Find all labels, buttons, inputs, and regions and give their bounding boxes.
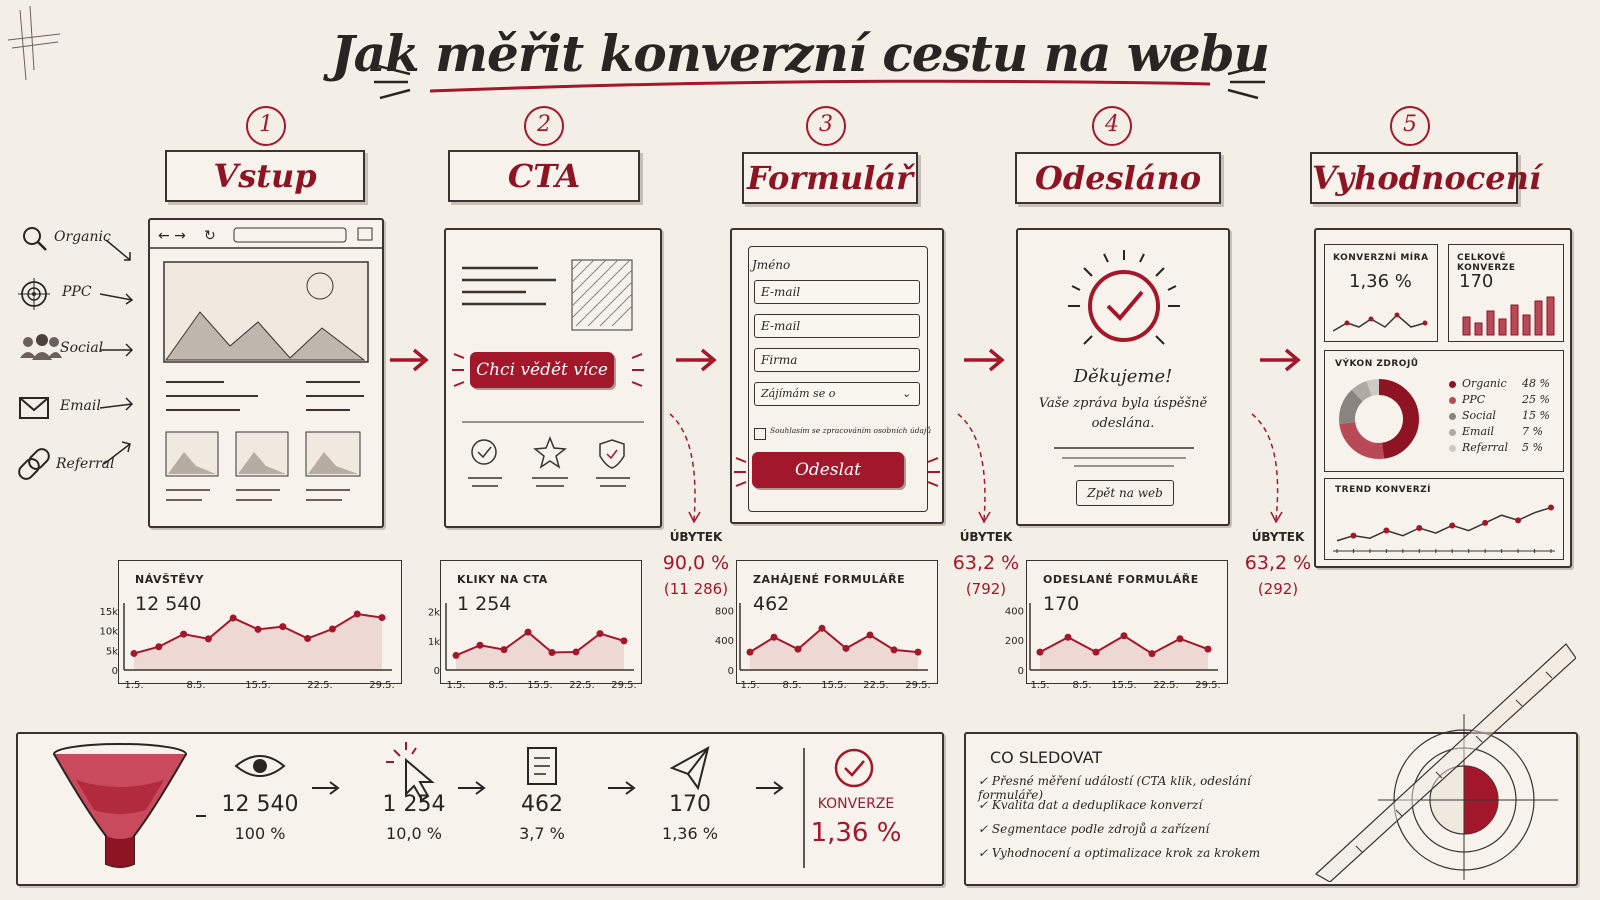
funnel-step-4-value: 170 [669,792,711,817]
legend-swatch [1449,381,1456,388]
data-point [549,649,556,656]
chart-cta-clicks-plot [406,595,646,705]
users-icon [20,334,62,360]
y-tick-label: 1k [427,636,440,648]
form-field-company[interactable]: Firma [754,348,920,372]
dropoff-2-count: (792) [965,580,1007,598]
submit-emphasis [732,450,942,494]
donut-slice-referral [1369,387,1379,389]
funnel-step-3-percent: 3,7 % [519,824,565,843]
track-item-text: Přesné měření událostí (CTA klik, odeslání formuláře) [978,774,1251,802]
step-2-number: 2 [524,106,564,146]
series-line [1337,508,1551,541]
donut-slice-social [1347,396,1357,423]
source-label-organic: Organic [54,229,111,245]
address-bar [234,228,346,242]
track-item [978,774,1308,802]
legend-label: Referral [1462,441,1508,454]
legend-label: PPC [1462,393,1486,406]
form-field-label-name: Jméno [752,258,791,272]
y-tick-label: 400 [714,636,734,648]
data-point [279,623,286,630]
chart-visits-plot [84,595,404,705]
y-tick-label: 0 [433,666,440,677]
data-point [180,631,187,638]
kpi-total-conversions-card [1448,244,1564,342]
conversion-trend-title: TREND KONVERZÍ [1335,485,1432,495]
data-point [477,642,484,649]
source-label-ppc: PPC [62,284,92,300]
data-point [379,614,386,621]
donut-slice-ppc [1347,423,1383,451]
checkmark-icon: ✓ [978,798,992,812]
x-tick-label: 29.5. [611,680,637,691]
form-field-email-2[interactable]: E-mail [754,314,920,338]
source-donut-chart [1333,375,1433,467]
data-point [819,625,826,632]
data-point [1482,520,1488,526]
series-area [1040,636,1208,670]
kpi-total-conversions-label: CELKOVÉ KONVERZE [1457,253,1516,273]
reload-icon: ↻ [204,228,216,244]
form-field-email[interactable]: E-mail [754,280,920,304]
dropoff-1 [658,530,734,598]
conversion-trend-chart [1329,497,1559,555]
donut-slice-email [1357,389,1369,396]
x-tick-label: 1.5. [1030,680,1050,691]
thank-you-line-1: Vaše zpráva byla úspěšně [1038,396,1208,411]
legend-item-referral [1449,441,1557,457]
funnel-step-4-percent: 1,36 % [662,824,718,843]
paper-plane-icon [672,748,708,788]
kpi-bars [1455,293,1559,337]
x-tick-label: 8.5. [1072,680,1092,691]
what-to-track-list [978,774,1308,870]
data-point [329,626,336,633]
track-item [978,798,1308,822]
dropoff-1-count: (11 286) [663,580,729,598]
check-circle-icon [472,440,496,464]
legend-item-social [1449,409,1557,425]
legend-label: Social [1462,409,1496,422]
chart-cta-clicks-title: KLIKY NA CTA [457,573,548,586]
x-tick-label: 29.5. [369,680,395,691]
x-tick-label: 8.5. [186,680,206,691]
step-4-title: Odesláno [1015,152,1221,204]
funnel-step-2-percent: 10,0 % [386,824,442,843]
x-tick-label: 29.5. [1195,680,1221,691]
data-point [1177,635,1184,642]
step-1-number: 1 [246,106,286,146]
form-select-interest[interactable] [754,382,920,406]
divider-lines [1018,444,1228,474]
kpi-conversion-rate-card [1324,244,1438,342]
conversion-trend-card [1324,478,1564,560]
title-decoration [370,56,1270,106]
data-point [525,629,532,636]
step-4-number: 4 [1092,106,1132,146]
y-tick-label: 15k [99,606,118,618]
data-point [747,649,754,656]
evaluation-dashboard [1314,228,1572,568]
data-point [1350,533,1356,539]
legend-swatch [1449,397,1456,404]
legend-item-organic [1449,377,1557,393]
dropoff-3 [1240,530,1316,598]
source-performance-card [1324,350,1564,472]
link-icon [18,446,52,481]
menu-icon [358,228,372,240]
x-tick-label: 22.5. [569,680,595,691]
dropoff-arrow [670,414,695,520]
thank-you-heading: Děkujeme! [1073,366,1173,387]
y-tick-label: 2k [427,607,440,619]
chart-forms-sent-total: 170 [1043,593,1080,615]
x-tick-label: 22.5. [863,680,889,691]
x-tick-label: 22.5. [307,680,333,691]
target-ruler-illustration [1296,624,1576,882]
data-point [1449,522,1455,528]
shield-check-icon [600,440,624,468]
chart-visits-title: NÁVŠTĚVY [135,573,204,586]
star-icon [535,438,565,467]
track-item-text: Vyhodnocení a optimalizace krok za krokem [991,846,1261,860]
funnel-step-2-value: 1 254 [382,792,446,817]
chart-form-starts-total: 462 [753,593,790,615]
data-point [1149,650,1156,657]
funnel-step-1-value: 12 540 [221,792,299,817]
legend-value: 5 % [1522,441,1543,454]
legend-item-ppc [1449,393,1557,409]
conversion-check-icon [836,750,872,786]
dropoff-arrow [958,414,985,520]
checkmark-icon: ✓ [978,774,992,788]
dropoff-arrow [1252,414,1278,520]
data-point [205,635,212,642]
placeholder-image [572,260,632,330]
funnel-step-3-value: 462 [521,792,563,817]
kpi-sparkline [1329,301,1433,337]
x-tick-label: 1.5. [124,680,144,691]
data-point [915,649,922,656]
data-point [621,637,628,644]
data-point [1037,649,1044,656]
legend-value: 48 % [1522,377,1550,390]
series-area [456,632,624,670]
step-2-title: CTA [448,150,640,202]
data-point [304,635,311,642]
legend-swatch [1449,413,1456,420]
donut-slice-organic [1379,387,1411,451]
funnel-icons-and-arrows [18,734,942,884]
kpi-conversion-rate-value: 1,36 % [1349,271,1412,292]
data-point [1515,517,1521,523]
form-page-wireframe [730,228,944,524]
data-point [1093,649,1100,656]
back-to-web-button[interactable]: Zpět na web [1076,480,1174,506]
y-tick-label: 0 [727,666,734,677]
chart-cta-clicks-total: 1 254 [457,593,512,615]
chart-form-starts-plot [700,595,940,705]
legend-item-email [1449,425,1557,441]
landing-page-wireframe [148,218,384,528]
page-title: Jak měřit konverzní cestu na webu [331,24,1269,83]
data-point [573,648,580,655]
data-point [1548,505,1554,511]
chevron-down-icon: ⌄ [901,387,911,400]
checkmark-icon: ✓ [978,822,992,836]
kpi-conversion-rate-label: KONVERZNÍ MÍRA [1333,253,1429,263]
data-point [354,611,361,618]
step-3-title: Formulář [742,152,918,204]
x-tick-label: 29.5. [905,680,931,691]
x-tick-label: 15.5. [1111,680,1137,691]
source-label-email: Email [60,398,101,414]
data-point [891,646,898,653]
arrow-right-icon [676,350,714,370]
funnel-summary-panel [16,732,944,886]
track-item-text: Kvalita dat a deduplikace konverzí [991,798,1203,812]
data-point [771,634,778,641]
data-point [1065,634,1072,641]
legend-value: 7 % [1522,425,1543,438]
arrow-right-icon [1260,350,1298,370]
cta-page-wireframe [444,228,662,528]
dropoff-3-percent: 63,2 % [1244,552,1312,574]
x-tick-label: 8.5. [782,680,802,691]
arrow-right-icon [964,350,1002,370]
dropoff-2 [948,530,1024,598]
y-tick-label: 0 [111,666,118,677]
source-performance-title: VÝKON ZDROJŮ [1335,359,1419,369]
target-icon [18,278,50,310]
step-3-number: 3 [806,106,846,146]
dropoff-3-label: ÚBYTEK [1251,530,1305,544]
dropoff-1-label: ÚBYTEK [669,530,723,544]
arrow-right-icon [390,350,426,370]
x-tick-label: 1.5. [740,680,760,691]
chart-visits-total: 12 540 [135,593,202,615]
y-tick-label: 200 [1004,636,1024,648]
data-point [1121,632,1128,639]
data-point [843,645,850,652]
y-tick-label: 400 [1004,606,1024,618]
step-5-title: Vyhodnocení [1310,152,1518,204]
conversion-label: KONVERZE [817,796,895,812]
what-to-track-title: CO SLEDOVAT [990,748,1103,767]
data-point [155,643,162,650]
y-tick-label: 10k [99,626,118,638]
legend-swatch [1449,445,1456,452]
x-tick-label: 22.5. [1153,680,1179,691]
data-point [597,630,604,637]
dropoff-2-label: ÚBYTEK [959,530,1013,544]
browser-sketch [150,220,382,526]
thank-you-page-wireframe [1016,228,1230,526]
data-point [131,650,138,657]
source-legend [1449,377,1557,457]
legend-label: Email [1462,425,1495,438]
cta-button[interactable]: Chci vědět více [470,352,614,388]
x-tick-label: 8.5. [488,680,508,691]
search-icon [24,228,46,250]
step-1-title: Vstup [165,150,365,202]
form-document-icon [528,748,556,784]
conversion-value: 1,36 % [810,818,902,848]
y-tick-label: 0 [1017,666,1024,677]
chart-forms-sent-title: ODESLANÉ FORMULÁŘE [1043,573,1199,586]
data-point [501,646,508,653]
data-point [1383,528,1389,534]
success-check-icon [1018,230,1228,360]
data-point [255,626,262,633]
chart-form-starts-title: ZAHÁJENÉ FORMULÁŘE [753,573,906,586]
consent-label: Souhlasím se zpracováním osobních údajů [770,426,932,435]
legend-label: Organic [1462,377,1507,390]
data-point [1205,646,1212,653]
source-label-referral: Referral [56,456,115,472]
y-tick-label: 5k [105,646,118,658]
data-point [1416,525,1422,531]
data-point [795,646,802,653]
chart-forms-sent-plot [990,595,1230,705]
dropoff-3-count: (292) [1257,580,1299,598]
eye-icon [236,756,284,776]
x-tick-label: 15.5. [527,680,553,691]
legend-value: 15 % [1522,409,1550,422]
envelope-icon [20,398,48,418]
form-select-value: Zájímám se o [761,387,836,400]
dropoff-2-percent: 63,2 % [952,552,1020,574]
checkmark-icon: ✓ [978,846,992,860]
x-tick-label: 15.5. [821,680,847,691]
x-tick-label: 1.5. [446,680,466,691]
data-point [453,652,460,659]
funnel-step-1-percent: 100 % [234,824,286,843]
track-item [978,822,1308,846]
thank-you-line-2: odeslána. [1091,416,1155,431]
legend-swatch [1449,429,1456,436]
what-to-track-panel [964,732,1578,886]
y-tick-label: 800 [714,606,734,618]
submit-button[interactable]: Odeslat [752,452,904,488]
dropoff-1-percent: 90,0 % [662,552,730,574]
data-point [867,632,874,639]
step-5-number: 5 [1390,106,1430,146]
x-tick-label: 15.5. [245,680,271,691]
source-label-social: Social [60,340,104,356]
legend-value: 25 % [1522,393,1550,406]
consent-checkbox[interactable] [754,428,766,440]
back-forward-icon: ← → [158,228,186,244]
kpi-total-conversions-value: 170 [1459,271,1494,292]
data-point [230,614,237,621]
track-item [978,846,1308,870]
track-item-text: Segmentace podle zdrojů a zařízení [991,822,1210,836]
